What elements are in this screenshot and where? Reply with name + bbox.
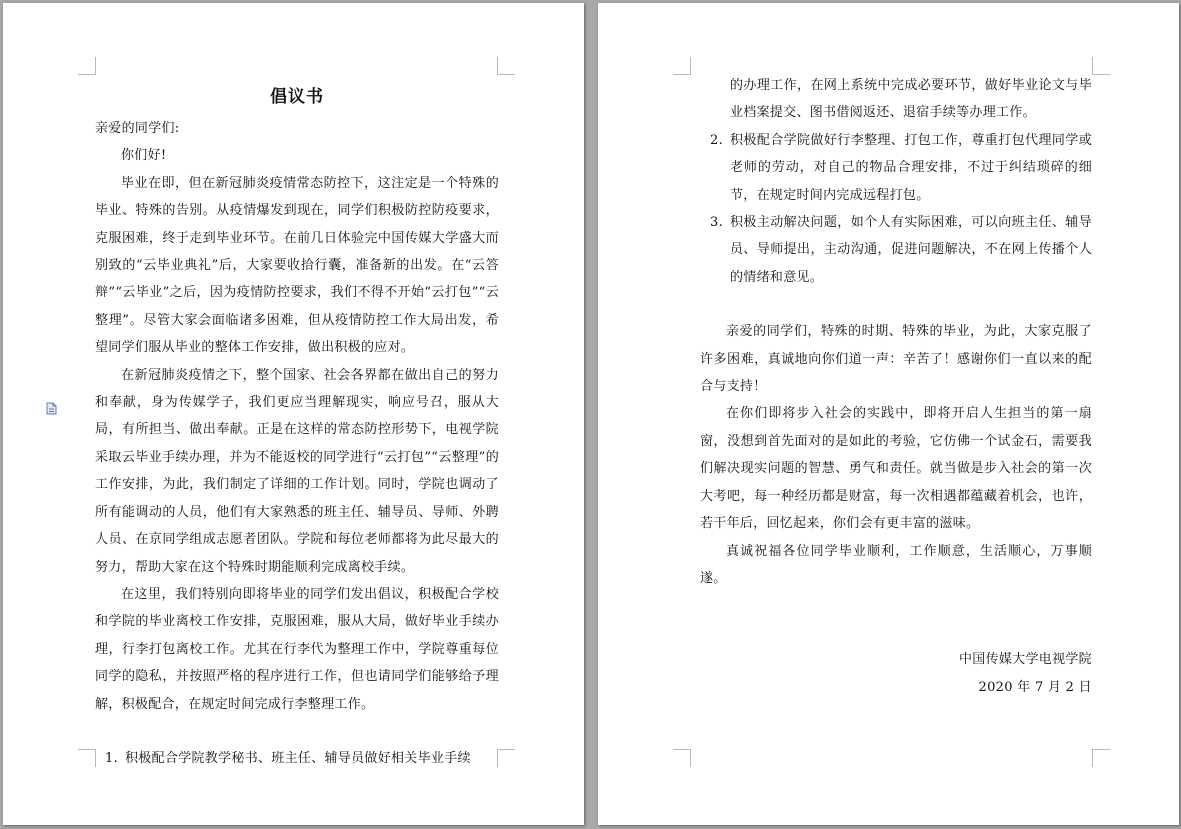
paragraph: 毕业在即，但在新冠肺炎疫情常态防控下，这注定是一个特殊的毕业、特殊的告别。从疫情爆发到现在，同学们积极防控防疫要求，克服困难，终于走到毕业环节。在前几日体验完中国传媒大学盛大而别致的“云毕业典礼”后，大家要收拾行囊，准备新的出发。在“云答辩”“云毕业”之后，因为疫情防控要求，我们不得不开始“云打包”“云整理”。尽管大家会面临诸多困难，但从疫情防控工作大局出发，希望同学们服从毕业的整体工作安排，做出积极的应对。 (95, 175, 499, 356)
spacer (700, 592, 1092, 619)
list-number: 2. (710, 132, 724, 148)
page-1 (3, 3, 584, 825)
paragraph: 在你们即将步入社会的实践中，即将开启人生担当的第一扇窗，没想到首先面对的是如此的考验，它仿佛一个试金石，需要我们解决现实问题的智慧、勇气和责任。就当做是步入社会的第一次大考吧，每一种经历都是财富，每一次相遇都蕴藏着机会，也许，若干年后，回忆起来，你们会有更丰富的滋味。 (700, 406, 1092, 532)
corner-mark (78, 749, 96, 767)
paragraph: 在这里，我们特别向即将毕业的同学们发出倡议，积极配合学校和学院的毕业离校工作安排，克服困难，服从大局，做好毕业手续办理，行李打包离校工作。尤其在行李代为整理工作中，学院尊重每位同学的隐私，并按照严格的程序进行工作，但也请同学们能够给予理解，积极配合，在规定时间完成行李整理工作。 (95, 586, 499, 712)
spacer (95, 718, 499, 745)
corner-mark (1092, 749, 1110, 767)
spacer (700, 619, 1092, 646)
list-item (700, 209, 1092, 291)
list-text: 积极配合学院教学秘书、班主任、辅导员做好相关毕业手续 (125, 750, 471, 766)
list-item-continuation (700, 72, 1092, 127)
list-text: 积极配合学院做好行李整理、打包工作，尊重打包代理同学或老师的劳动，对自己的物品合理安排，不过于纠结琐碎的细节，在规定时间内完成远程打包。 (730, 132, 1092, 203)
list-text: 积极主动解决问题，如个人有实际困难，可以向班主任、辅导员、导师提出，主动沟通，促进问题解决，不在网上传播个人的情绪和意见。 (730, 215, 1092, 285)
corner-mark (1092, 57, 1110, 75)
salutation: 你们好! (121, 148, 167, 164)
list-number: 3. (710, 215, 724, 231)
page-2-body (700, 72, 1092, 701)
page-1-body (95, 81, 499, 772)
greeting: 亲爱的同学们: (95, 121, 180, 136)
list-item (700, 127, 1092, 209)
document-comment-icon[interactable] (46, 402, 58, 415)
signature: 中国传媒大学电视学院 (958, 652, 1092, 668)
list-number: 1. (105, 750, 119, 766)
corner-mark (673, 749, 691, 767)
document-title: 倡议书 (270, 87, 324, 107)
page-2 (598, 3, 1179, 825)
list-text: 的办理工作，在网上系统中完成必要环节，做好毕业论文与毕业档案提交、图书借阅返还、退宿手续等办理工作。 (730, 78, 1092, 121)
corner-mark (78, 57, 96, 75)
date: 2020 年 7 月 2 日 (978, 679, 1092, 695)
corner-mark (497, 749, 515, 767)
paragraph: 亲爱的同学们，特殊的时期、特殊的毕业，为此，大家克服了许多困难，真诚地向你们道一声：辛苦了！感谢你们一直以来的配合与支持！ (700, 324, 1092, 395)
paragraph: 真诚祝福各位同学毕业顺利，工作顺意，生活顺心，万事顺遂。 (700, 543, 1092, 586)
spacer (700, 291, 1092, 318)
paragraph: 在新冠肺炎疫情之下，整个国家、社会各界都在做出自己的努力和奉献，身为传媒学子，我们更应当理解现实，响应号召，服从大局，有所担当、做出奉献。正是在这样的常态防控形势下，电视学院采取云毕业手续办理，并为不能返校的同学进行“云打包”“云整理”的工作安排，为此，我们制定了详细的工作计划。同时，学院也调动了所有能调动的人员，他们有大家熟悉的班主任、辅导员、导师、外聘人员、在京同学组成志愿者团队。学院和每位老师都将为此尽最大的努力，帮助大家在这个特殊时期能顺利完成离校手续。 (95, 367, 499, 575)
list-item (95, 745, 499, 772)
corner-mark (497, 57, 515, 75)
corner-mark (673, 57, 691, 75)
